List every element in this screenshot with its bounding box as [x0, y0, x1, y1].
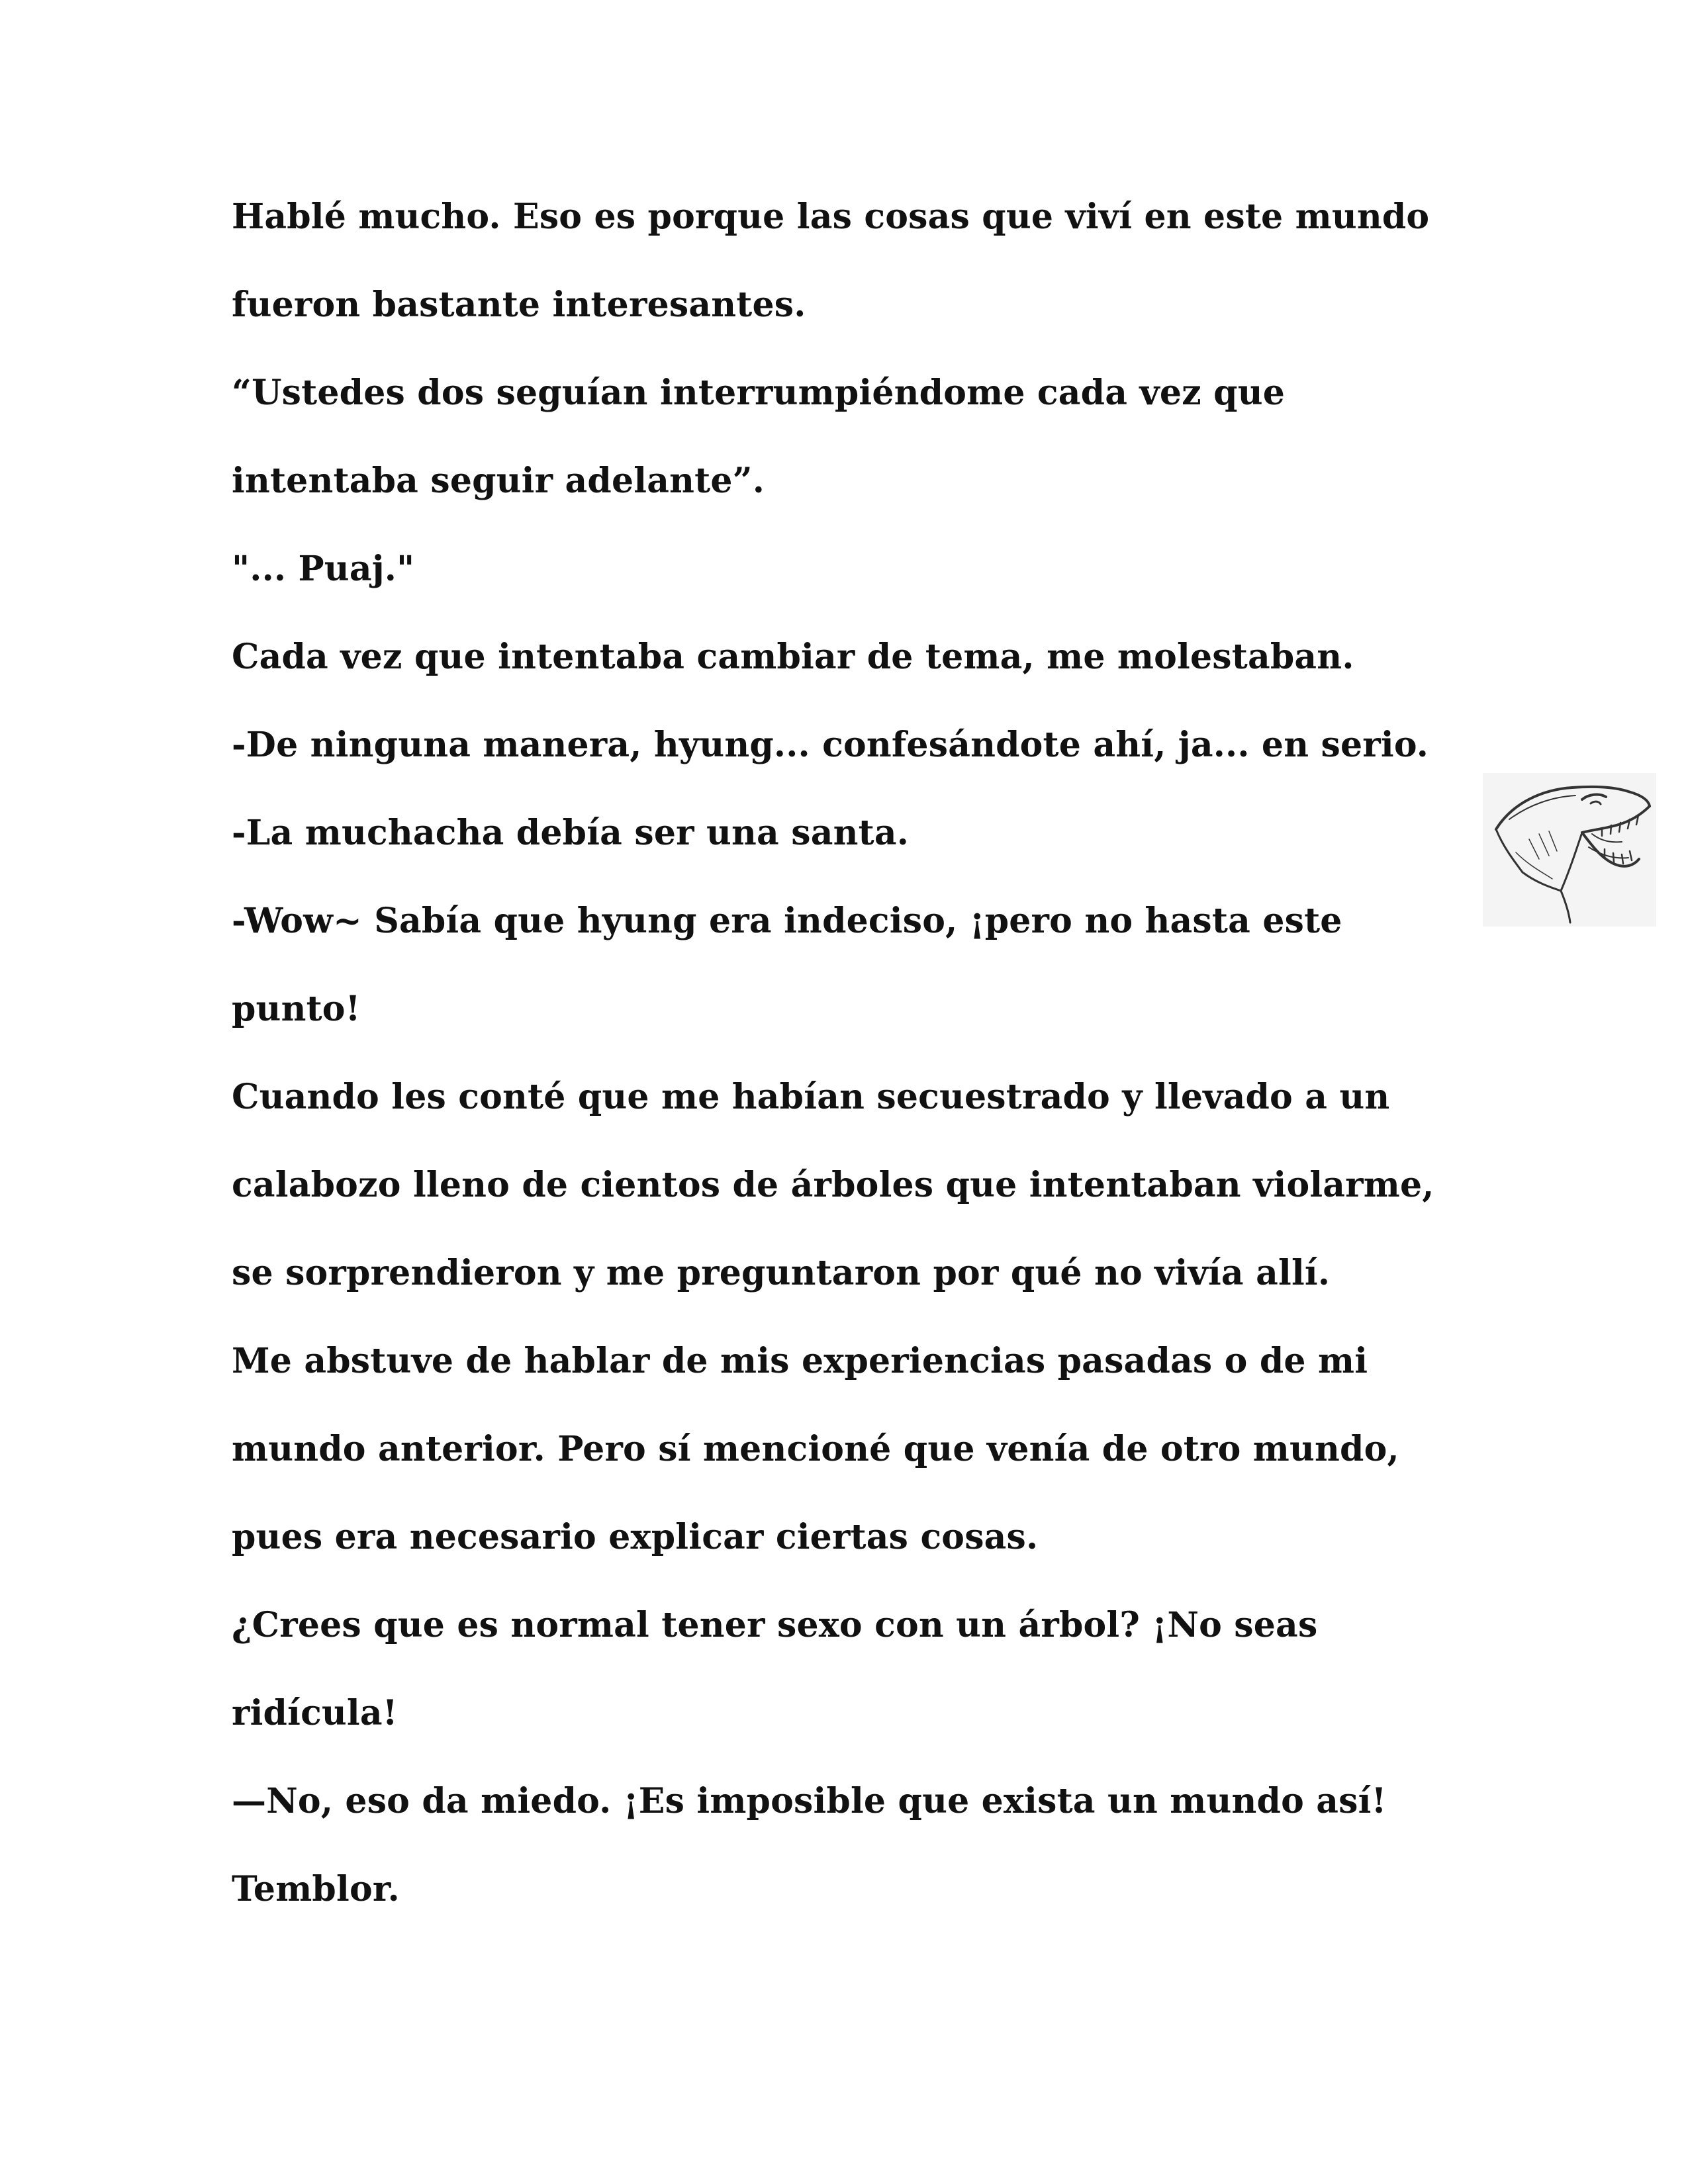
text-line: Me abstuve de hablar de mis experiencias pasadas o de mi [232, 1341, 1368, 1381]
text-line: punto! [232, 989, 361, 1029]
text-line: se sorprendieron y me preguntaron por qué no vivía allí. [232, 1253, 1331, 1293]
text-line: fueron bastante interesantes. [232, 285, 806, 325]
text-line: "... Puaj." [232, 549, 415, 589]
text-line: -De ninguna manera, hyung... confesándote ahí, ja... en serio. [232, 725, 1429, 765]
text-line: ridícula! [232, 1693, 398, 1733]
dinosaur-sketch-icon [1483, 773, 1656, 927]
text-line: pues era necesario explicar ciertas cosas. [232, 1517, 1039, 1557]
text-line: Cada vez que intentaba cambiar de tema, me molestaban. [232, 637, 1354, 677]
text-line: mundo anterior. Pero sí mencioné que venía de otro mundo, [232, 1429, 1399, 1469]
text-line: intentaba seguir adelante”. [232, 461, 765, 501]
text-line: calabozo lleno de cientos de árboles que intentaban violarme, [232, 1165, 1434, 1205]
text-line: —No, eso da miedo. ¡Es imposible que exista un mundo así! [232, 1781, 1387, 1821]
text-line: Cuando les conté que me habían secuestrado y llevado a un [232, 1077, 1390, 1117]
text-line: ¿Crees que es normal tener sexo con un árbol? ¡No seas [232, 1605, 1318, 1645]
body-text [232, 191, 1489, 1951]
text-line: Hablé mucho. Eso es porque las cosas que viví en este mundo [232, 197, 1430, 237]
text-line: Temblor. [232, 1869, 400, 1909]
text-line: “Ustedes dos seguían interrumpiéndome cada vez que [232, 373, 1285, 413]
text-line: -La muchacha debía ser una santa. [232, 813, 910, 853]
text-line: -Wow~ Sabía que hyung era indeciso, ¡pero no hasta este [232, 901, 1342, 941]
